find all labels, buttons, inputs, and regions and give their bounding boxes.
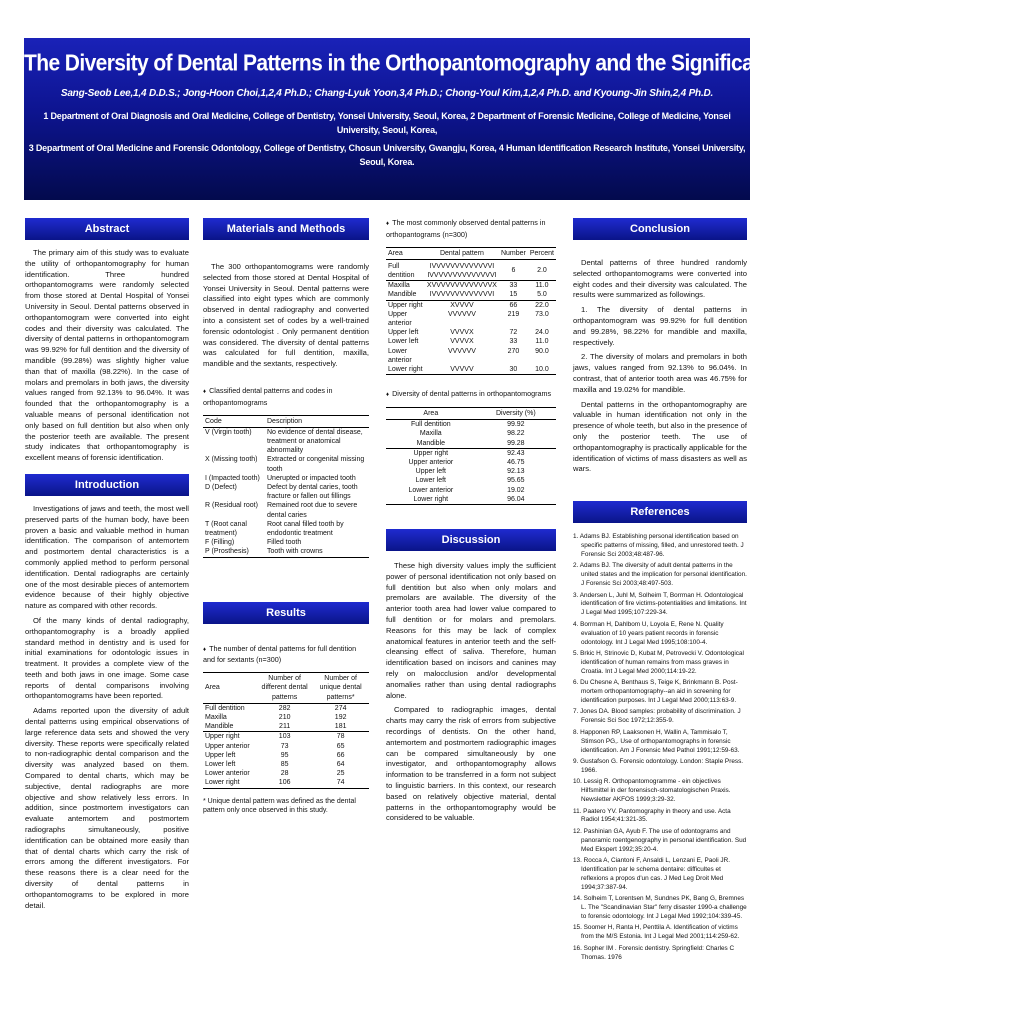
cell: D (Defect) (205, 483, 237, 491)
column-3 (386, 218, 556, 828)
cell: 92.13 (507, 468, 525, 476)
cell: 78 (312, 732, 369, 742)
cell: 210 (278, 714, 291, 722)
cell: 96.04 (476, 495, 556, 505)
results-footnote: * Unique dental pattern was defined as the dental pattern only once observed in this study. (203, 797, 356, 814)
references-list (573, 533, 747, 962)
cell: XVVVV (425, 300, 499, 310)
column-2 (203, 218, 369, 815)
table-row (203, 703, 369, 713)
bullet-icon: ♦ (203, 646, 207, 653)
cell: 73.0 (535, 310, 549, 318)
cell: 33 (499, 281, 528, 291)
cell: Extracted or congenital missing tooth (267, 456, 365, 473)
codes-table (203, 415, 369, 558)
table-row (203, 778, 369, 788)
introduction-paragraph-1: Investigations of jaws and teeth, the most well preserved parts of the human body, have been proven a basic and valuable method in human identification. The comparison of antemortem and postmortem dental characteristics is a commonly applied method to perform personal identification. Dental radiographs are certainly one of the most desirable pieces of antemortem evidence because of their highly objective nature as compared with other records. (25, 503, 189, 611)
cell: 24.0 (535, 329, 549, 337)
author-list: Sang-Seob Lee,1,4 D.D.S.; Jong-Hoon Choi,1,2,4 Ph.D.; Chang-Lyuk Yoon,3,4 Ph.D.; Chong-Youl Kim,1,2,4 Ph.D. and Kyoung-Jin Shin,2,4 Ph.D. (60, 88, 714, 99)
cell: Full dentition (388, 262, 415, 279)
introduction-heading: Introduction (25, 474, 189, 496)
table-row (203, 713, 369, 722)
bullet-icon: ♦ (386, 221, 390, 227)
table-row (386, 476, 556, 485)
cell: 73 (280, 742, 289, 750)
conclusion-paragraph-4: Dental patterns in the orthopantomography are valuable in human identification not only in the presence of whole teeth, but also in the presence of only the posterior teeth. The use of orthopantomography is practically applicable for the identification of victims of mass disasters as well as wars. (573, 399, 747, 474)
cell: Upper anterior (408, 459, 454, 467)
table-row (386, 347, 556, 365)
reference-item: 1. Adams BJ. Establishing personal identification based on specific patterns of missing, filled, and unrestored teeth. J Forensic Sci 2003;48:487-96. (573, 533, 744, 558)
cell: Full dentition (410, 421, 451, 429)
methods-heading: Materials and Methods (203, 218, 369, 240)
table-row (203, 760, 369, 769)
introduction-paragraph-2: Of the many kinds of dental radiography, orthopantomography is a broadly applied standard method in dentistry and is used for initial examinations for odontologic issues in treatment. It provides a complete view of the teeth and both jaws in one image. Some case reports of dental comparisons involving orthopantomograms have been reported. (25, 615, 189, 701)
table-row (386, 458, 556, 467)
cell: 28 (280, 770, 289, 778)
cell: Maxilla (205, 714, 227, 722)
cell: Mandible (388, 291, 417, 299)
cell: 64 (336, 761, 345, 769)
cell: 85 (280, 761, 289, 769)
cell: XVVVVVVVVVVVVVX (426, 282, 497, 290)
cell: No evidence of dental disease, treatment or anatomical abnormality (267, 428, 363, 455)
table-row (386, 365, 556, 375)
reference-item: 15. Soomer H, Ranta H, Penttila A. Identification of victims from the M/S Estonia. Int J Legal Med 2001;114:259-62. (573, 924, 740, 941)
cell: 2.0 (537, 266, 547, 274)
results-table-caption: ♦ The number of dental patterns for full dentition and for sextants (n=300) (203, 643, 357, 665)
cell: 11.0 (535, 338, 549, 346)
abstract-text: The primary aim of this study was to evaluate the utility of orthopantomography for human identification. Three hundred orthopantomograms were randomly selected from those stored at Dental Hospital of Yonsei University in Seoul. Dental patterns observed in orthopantomogram were converted into eight codes and their diversity was calculated. The diversity of dental patterns in orthopantomogram was 99.92% for full dentition and the diversity of mandible (99.28%) was slightly higher value than that of maxilla (98.22%). In the case of molars and premolars in both jaws, the diversity values ranged from 92.13% to 96.04%. It was founded that the orthopantomography is a valuable means of personal identification not only based on full dentition but also when only the posterior teeth are available. The present study indicates that orthopantomography is excellent means of forensic identification. (25, 248, 189, 463)
cell: 5.0 (537, 291, 547, 299)
reference-item: 2. Adams BJ. The diversity of adult dental patterns in the united states and the implication for personal identification. J Forensic Sci 2003;48:497-503. (573, 562, 747, 588)
cell: Lower right (203, 778, 257, 788)
cell: 6 (511, 266, 516, 274)
affiliation-line-2: 3 Department of Oral Medicine and Forensic Odontology, College of Dentistry, Chosun University, Gwangju, Korea, 4 Human Identification Research Institute, Yonsei University, Seoul, Korea. (28, 143, 746, 167)
cell: F (Filling) (205, 539, 235, 547)
reference-item: 14. Solheim T, Lorentsen M, Sundnes PK, Bang G, Bremnes L. The "Scandinavian Star" ferry disaster 1990-a challenge to forensic odontology. Int J Legal Med 1992;104:339-45. (573, 895, 747, 920)
cell: P (Prosthesis) (203, 547, 265, 557)
cell: 19.02 (507, 486, 525, 494)
cell: Lower anterior (388, 347, 412, 364)
codes-header-description: Description (265, 415, 369, 427)
cell: 22.0 (528, 300, 556, 310)
table-row (203, 547, 369, 557)
common-header-pattern: Dental pattern (425, 247, 499, 259)
cell: Maxilla (386, 281, 425, 291)
reference-item: 16. Sopher IM . Forensic dentistry. Springfield: Charles C Thomas. 1976 (573, 944, 735, 961)
table-row (386, 328, 556, 337)
results-header-unique: Number of unique dental patterns* (312, 673, 369, 704)
table-row (386, 429, 556, 438)
table-row (203, 742, 369, 751)
table-row (386, 259, 556, 280)
reference-item: 8. Happonen RP, Laaksonen H, Wallin A, Tammisalo T, Stimson PG,. Use of orthopantomographs in forensic identification. Am J Forensic Med Pathol 1991;12:59-63. (573, 728, 740, 754)
cell: 30 (499, 365, 528, 375)
diversity-table-caption: ♦ Diversity of dental patterns in orthopantomograms (386, 389, 552, 399)
cell: 90.0 (535, 347, 549, 355)
cell: VVVVX (450, 338, 474, 346)
cell: R (Residual root) (205, 502, 258, 510)
reference-item: 13. Rocca A, Ciantoni F, Ansaldi L, Lenzani E, Paoli JR. Identification par le schema dentaire: difficultes et reflexions a propos d'un cas. J Med Leg Droit Med 1994;37:387-94. (573, 857, 731, 891)
cell: Tooth with crowns (265, 547, 369, 557)
cell: Lower anterior (205, 770, 250, 778)
cell: Lower left (415, 477, 446, 485)
diversity-header-value: Diversity (%) (476, 408, 556, 420)
table-row (203, 427, 369, 455)
cell: VVVVV (425, 365, 499, 375)
cell: 211 (279, 723, 291, 731)
cell: V (Virgin tooth) (205, 428, 252, 436)
table-row (203, 501, 369, 519)
conclusion-paragraph-1: Dental patterns of three hundred randomly selected orthopantomograms were converted into eight codes and their diversity was calculated. The results were summarized as followings. (573, 258, 747, 300)
cell: 192 (334, 714, 347, 722)
cell: Defect by dental caries, tooth fracture or fallen out fillings (267, 483, 358, 501)
cell: VVVVVV (447, 347, 476, 355)
cell: 25 (336, 770, 345, 778)
cell: 106 (257, 778, 312, 788)
table-row (386, 281, 556, 291)
results-heading: Results (203, 602, 369, 624)
introduction-paragraph-3: Adams reported upon the diversity of adult dental patterns using empirical observations of large reference data sets and showed the very diversity. These reports were specifically related to non-radiographic dental comparison and the diversity was analyzed based on them. Compared to dental charts, which may be subjective, dental radiographs are more objective and show relatively less errors. In addition, since postmortem investigators can evaluate antemortem and postmortem radiographs simultaneously, positive identification can be obtained more easily than that of dental charts which carry the risk of errors among the different investigators. For these reasons there is a clear need for the diversity of dental patterns in orthopantomograms to be explored in more detail. (25, 706, 189, 910)
cell: 92.43 (476, 448, 556, 458)
discussion-heading: Discussion (386, 529, 556, 551)
references-heading: References (573, 501, 747, 523)
cell: X (Missing tooth) (205, 456, 258, 464)
table-row (386, 486, 556, 495)
results-header-area: Area (203, 673, 257, 704)
results-table (203, 672, 369, 788)
reference-item: 10. Lessig R. Orthopantomogramme - ein objectives Hilfsmittel in der forensisch-stomatologischen Praxis. Newsletter AKFOS 1999;3:29-32. (573, 778, 731, 804)
cell: Maxilla (419, 430, 442, 438)
cell: Lower left (388, 338, 419, 346)
cell: 98.22 (507, 430, 525, 438)
cell: 65 (336, 742, 345, 750)
table-row (386, 290, 556, 300)
poster-title: The Diversity of Dental Patterns in the Orthopantomography and the Significance in Human Identification (24, 50, 1011, 77)
cell: 74 (312, 778, 369, 788)
conclusion-heading: Conclusion (573, 218, 747, 240)
cell: Upper left (415, 468, 446, 476)
cell: T (Root canal treatment) (205, 520, 247, 537)
table-row (203, 732, 369, 742)
cell: 10.0 (528, 365, 556, 375)
table-row (203, 722, 369, 732)
cell: Upper right (386, 300, 425, 310)
table-row (203, 769, 369, 778)
diversity-table (386, 407, 556, 505)
table-row (386, 337, 556, 346)
cell: Lower left (205, 761, 236, 769)
bullet-icon: ♦ (386, 392, 390, 399)
cell: 181 (334, 723, 347, 731)
cell: 99.28 (507, 439, 525, 447)
results-header-different: Number of different dental patterns (257, 673, 312, 704)
common-header-percent: Percent (528, 247, 556, 259)
cell: 66 (499, 300, 528, 310)
cell: 274 (334, 704, 347, 712)
common-header-area: Area (386, 247, 425, 259)
cell: Mandible (205, 723, 234, 731)
cell: 99.92 (507, 421, 525, 429)
cell: VVVVX (450, 329, 474, 337)
cell: 219 (507, 310, 520, 318)
cell: Lower right (386, 365, 425, 375)
cell: 72 (509, 329, 518, 337)
reference-item: 6. Du Chesne A, Benthaus S, Teige K, Brinkmann B. Post-mortem orthopantomography--an aid in screening for identification purposes. Int J Legal Med 2000;113:63-9. (573, 679, 738, 705)
cell: 66 (336, 751, 345, 759)
poster-banner (24, 38, 1011, 200)
cell: Filled tooth (267, 539, 302, 547)
cell: 33 (509, 338, 518, 346)
table-row (386, 310, 556, 328)
table-row (386, 420, 556, 430)
cell: Upper left (205, 751, 236, 759)
cell: 103 (257, 732, 312, 742)
reference-item: 9. Gustafson G. Forensic odontology. London: Staple Press. 1966. (573, 757, 744, 774)
cell: IVVVVVVVVVVVVVI (429, 291, 495, 299)
reference-item: 4. Borrman H, Dahlbom U, Loyola E, Rene N. Quality evaluation of 10 years patient records in forensic odontology. Int J Legal Med 1995;108:100-4. (573, 620, 724, 646)
cell: Root canal filled tooth by endodontic treatment (267, 520, 344, 537)
cell: Mandible (416, 439, 446, 447)
codes-header-code: Code (203, 415, 265, 427)
cell: Lower anterior (408, 486, 454, 494)
cell: 95 (280, 751, 289, 759)
cell: 282 (278, 704, 291, 712)
cell: 270 (507, 347, 520, 355)
conclusion-paragraph-2: 1. The diversity of dental patterns in orthopantomogram was 99.92% for full dentition and 99.28%, 98.22% for mandible and maxilla, respectively. (573, 305, 747, 347)
reference-item: 11. Paatero YV. Pantomography in theory and use. Acta Radiol 1954;41:321-35. (573, 807, 731, 824)
table-row (386, 448, 556, 458)
common-table-caption: ♦ The most commonly observed dental patterns in orthopantograms (n=300) (386, 218, 546, 239)
cell: 11.0 (528, 281, 556, 291)
reference-item: 7. Jones DA. Blood samples: probability of discrimination. J Forensic Sci Soc 1972;12:355-9. (573, 708, 741, 725)
cell: Remained root due to severe dental caries (267, 502, 358, 519)
table-row (386, 495, 556, 505)
cell: VVVVVV (447, 310, 476, 318)
table-row (203, 751, 369, 760)
bullet-icon: ♦ (203, 388, 207, 395)
cell: Lower right (386, 495, 476, 505)
discussion-paragraph-2: Compared to radiographic images, dental charts may carry the risk of errors from subjective recordings of dentists. On the other hand, antemortem and postmortem radiographic images can be compared simultaneously by one investigator, and orthopantomography allows information to be transferred in a form not subject to linguistic barriers. In this context, our research based on relatively objective material, dental patterns in the orthopantomography would be considered to be valuable. (386, 705, 556, 823)
cell: Upper right (203, 732, 257, 742)
cell: I (Impacted tooth) (205, 474, 260, 482)
diversity-header-area: Area (386, 408, 476, 420)
table-row (203, 474, 369, 483)
abstract-heading: Abstract (25, 218, 189, 240)
cell: Full dentition (205, 704, 245, 712)
table-row (203, 520, 369, 538)
column-1 (25, 218, 189, 915)
cell: 15 (509, 291, 518, 299)
reference-item: 12. Pashinian GA, Ayub F. The use of odontograms and panoramic roentgenography in personal identification. Sud Med Ekspert 1992;35:20-4. (573, 827, 747, 853)
cell: Upper anterior (388, 310, 412, 328)
cell: Upper right (386, 448, 476, 458)
cell: 46.75 (507, 459, 525, 467)
reference-item: 5. Brkic H, Strinovic D, Kubat M, Petrovecki V. Odontological identification of human remains from mass graves in Croatia. Int J Legal Med 2000;114:19-22. (573, 650, 744, 675)
codes-table-caption: ♦ Classified dental patterns and codes in orthopantomograms (203, 385, 333, 407)
affiliation-line-1: 1 Department of Oral Diagnosis and Oral Medicine, College of Dentistry, Yonsei University, Seoul, Korea, 2 Department of Forensic Medicine, College of Medicine, Yonsei University, Seoul, Korea, (43, 111, 731, 135)
cell: Upper left (388, 329, 419, 337)
table-row (386, 300, 556, 310)
conclusion-paragraph-3: 2. The diversity of molars and premolars in both jaws, values ranged from 92.13% to 96.04%. In contrast, that of anterior tooth area was 46.75% for maxilla and 19.02% for mandible. (573, 352, 747, 394)
column-4 (573, 218, 747, 965)
table-row (386, 439, 556, 449)
cell: Unerupted or impacted tooth (267, 474, 356, 482)
cell: 95.65 (507, 477, 525, 485)
methods-text: The 300 orthopantomograms were randomly selected from those stored at Dental Hospital of Yonsei University in Seoul. Dental patterns were classified into eight types which are commonly observed in dental radiography and converted into a consistent set of codes by a well-trained forensic odontologist . Only permanent dentition was considered. The diversity of dental patterns was calculated for full dentition, maxilla, mandible and the sextants, respectively. (203, 262, 369, 369)
table-row (386, 467, 556, 476)
reference-item: 3. Andersen L, Juhl M, Solheim T, Borrman H. Odontological identification of fire victims-potentialities and limitations. Int J Legal Med 1995;107:229-34. (573, 591, 747, 617)
common-patterns-table (386, 247, 556, 376)
discussion-paragraph-1: These high diversity values imply the sufficient power of personal identification not only based on full dentition but also when only molars and premolars are available. The diversity of the anterior tooth area had lower value compared to full dentition or for molars and premolars. Reasons for this may be lack of complex anatomical features in anterior teeth and the self-cleansing effect of saliva. Therefore, human identification based on incisors and canines may rely on malocclusion and/or developmental anomalies rather than using dental radiographs alone. (386, 561, 556, 700)
table-row (203, 455, 369, 473)
table-row (203, 483, 369, 501)
cell: Upper anterior (205, 742, 250, 750)
common-header-number: Number (499, 247, 528, 259)
table-row (203, 538, 369, 547)
cell: IVVVVVVVVVVVVVI IVVVVVVVVVVVVVVI (427, 262, 497, 279)
